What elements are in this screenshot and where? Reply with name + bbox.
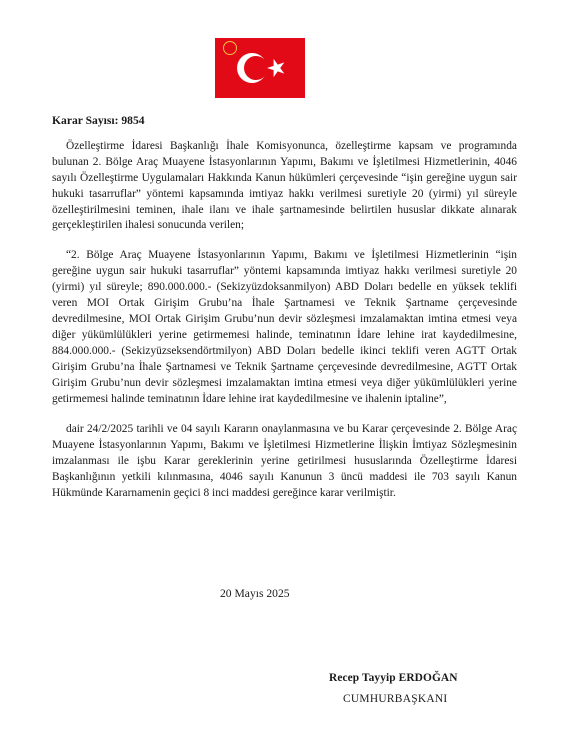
decision-number: Karar Sayısı: 9854 <box>52 114 145 127</box>
presidential-emblem-icon <box>223 41 237 55</box>
decision-document <box>52 113 517 502</box>
spacer <box>52 407 517 422</box>
signer-name: Recep Tayyip ERDOĞAN <box>329 672 458 684</box>
paragraph-approval: dair 24/2/2025 tarihli ve 04 sayılı Kararın onaylanmasına ve bu Karar çerçevesinde 2. Bölge Araç Muayene İstasyonlarının Yapımı, Bakımı ve İşletilmesi Hizmetlerine İlişkin İmtiyaz Sözleşmesinin imzalanması ile işbu Karar gereklerinin yerine getirilmesi hususlarında Özelleştirme İdaresi Başkanlığının yetkili kılınmasına, 4046 sayılı Kanunun 3 üncü maddesi ile 703 sayılı Kanun Hükmünde Kararnamenin geçici 8 inci maddesi gereğince karar verilmiştir. <box>52 423 517 500</box>
paragraph-quoted-decision: “2. Bölge Araç Muayene İstasyonlarının Yapımı, Bakımı ve İşletilmesi Hizmetlerinin “işin gereğine uygun sair hukuki tasarruflar” yöntemi kapsamında imtiyaz hakkı verilmesi suretiyle 20 (yirmi) yıl süreyle; 890.000.000.- (Sekizyüzdoksanmilyon) ABD Doları bedelle en yüksek teklifi veren MOI Ortak Girişim Grubu’na İhale Şartnamesi ve Teknik Şartname çerçevesinde devredilmesine, MOI Ortak Girişim Grubu’nun devir sözleşmesi imzalamaktan imtina etmesi veya diğer yükümlülükleri yerine getirmemesi halinde, teminatının İdare lehine irat kaydedilmesine, 884.000.000.- (Sekizyüzseksendörtmilyon) ABD Doları bedelle ikinci teklifi veren AGTT Ortak Girişim Grubu’na İhale Şartnamesi ve Teknik Şartname çerçevesinde devredilmesine, AGTT Ortak Girişim Grubu’nun devir sözleşmesi imzalamaktan imtina etmesi veya diğer yükümlülükleri yerine getirmemesi halinde teminatının İdare lehine irat kaydedilmesine ve ihalenin iptaline”, <box>52 249 517 405</box>
spacer <box>52 234 517 248</box>
paragraph-intro: Özelleştirme İdaresi Başkanlığı İhale Komisyonunca, özelleştirme kapsam ve programında bulunan 2. Bölge Araç Muayene İstasyonlarının Yapımı, Bakımı ve İşletilmesi Hizmetlerinin, 4046 sayılı Özelleştirme Uygulamaları Hakkında Kanun hükümleri çerçevesinde “işin gereğine uygun sair hukuki tasarruflar” yöntemi kapsamında imtiyaz hakkı verilmesi suretiyle 20 (yirmi) yıl süreyle özelleştirilmesini teminen, ihale ilanı ve ihale şartnamesinde belirtilen hususlar dikkate alınarak gerçekleştirilen ihalesi sonucunda verilen; <box>52 139 517 232</box>
document-date: 20 Mayıs 2025 <box>220 587 290 600</box>
turkish-flag-icon <box>215 38 305 98</box>
signer-title: CUMHURBAŞKANI <box>343 693 448 705</box>
